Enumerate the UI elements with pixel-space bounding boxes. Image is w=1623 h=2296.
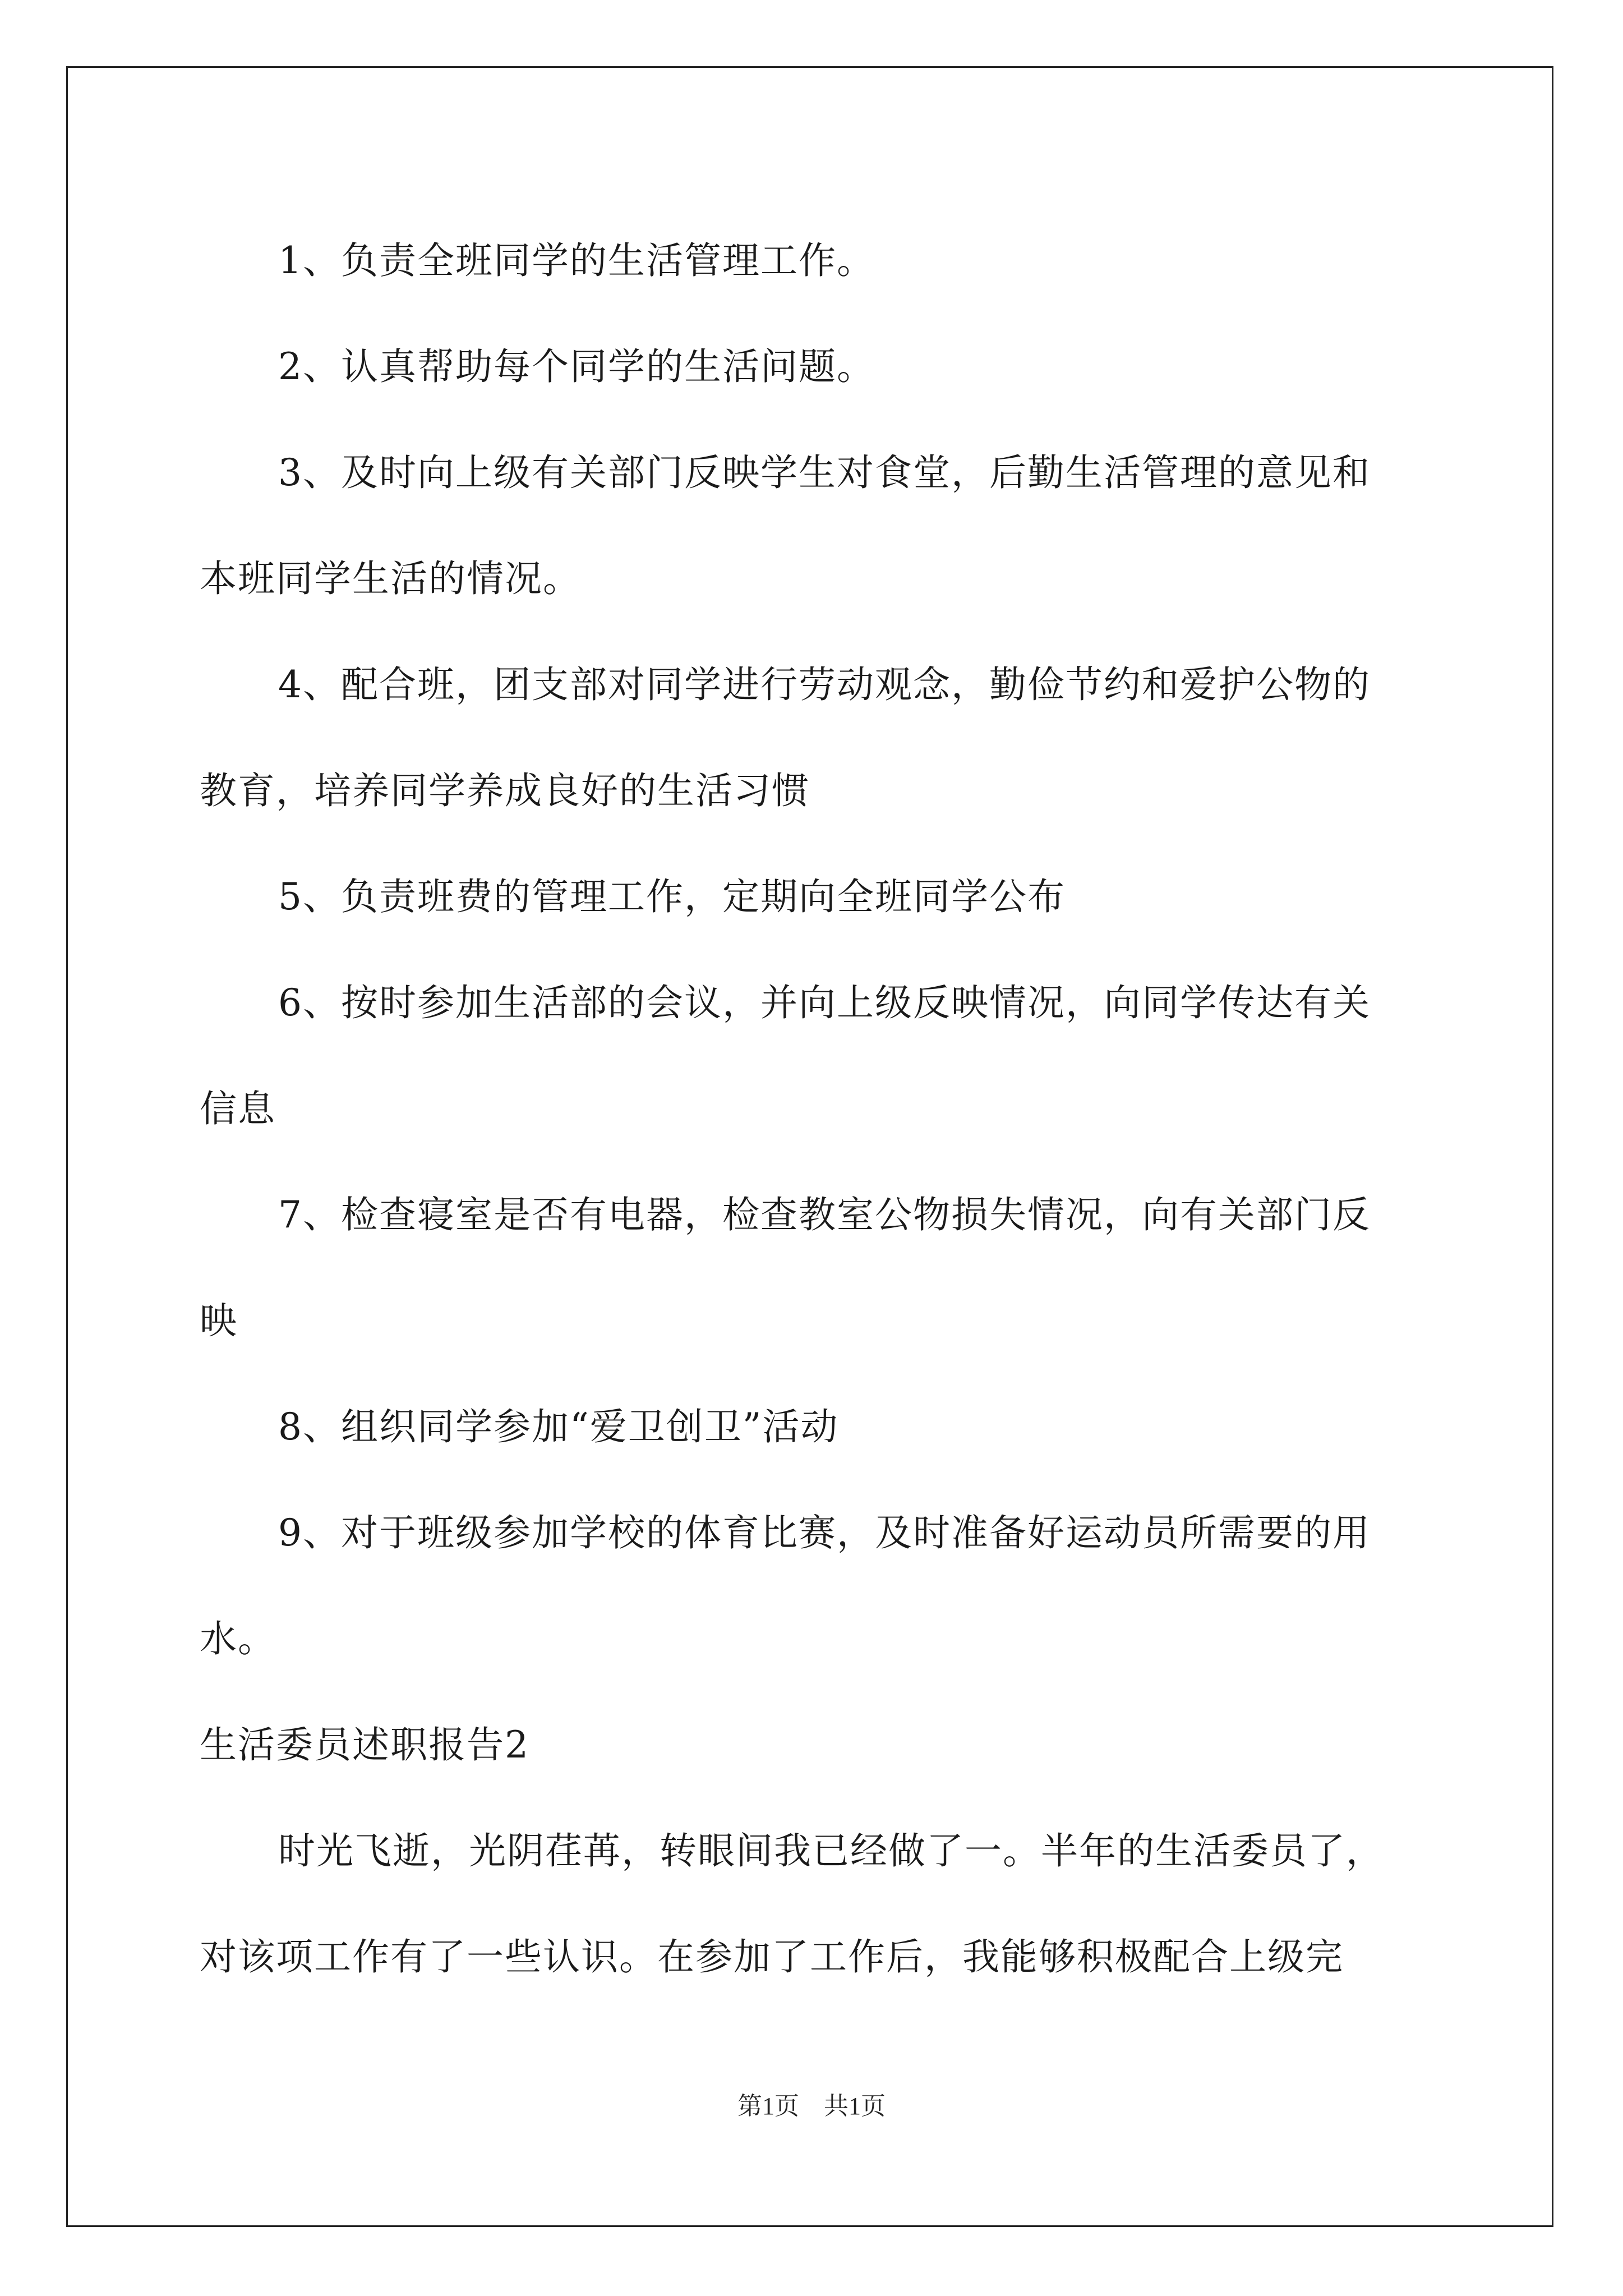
report-paragraph: 时光飞逝，光阴荏苒，转眼间我已经做了一。半年的生活委员了，: [278, 1829, 1384, 1872]
list-item-1: 1、负责全班同学的生活管理工作。: [278, 239, 875, 282]
list-item-8: 8、组织同学参加“爱卫创卫”活动: [278, 1405, 839, 1448]
list-item-6-continued: 信息: [200, 1087, 276, 1130]
list-item-5: 5、负责班费的管理工作，定期向全班同学公布: [278, 875, 1066, 918]
report-paragraph-continued: 对该项工作有了一些认识。在参加了工作后，我能够积极配合上级完: [200, 1935, 1344, 1978]
list-item-6: 6、按时参加生活部的会议，并向上级反映情况，向同学传达有关: [278, 981, 1371, 1024]
section-heading: 生活委员述职报告2: [200, 1723, 529, 1766]
list-item-4-continued: 教育，培养同学养成良好的生活习惯: [200, 769, 810, 812]
list-item-7: 7、检查寝室是否有电器，检查教室公物损失情况，向有关部门反: [278, 1193, 1371, 1236]
list-item-9-continued: 水。: [200, 1617, 276, 1660]
document-body: [200, 208, 1433, 2010]
page-number-footer: 第1页 共1页: [737, 2092, 886, 2120]
list-item-9: 9、对于班级参加学校的体育比赛，及时准备好运动员所需要的用: [278, 1511, 1371, 1554]
list-item-4: 4、配合班，团支部对同学进行劳动观念，勤俭节约和爱护公物的: [278, 663, 1371, 706]
list-item-3: 3、及时向上级有关部门反映学生对食堂，后勤生活管理的意见和: [278, 451, 1371, 494]
list-item-2: 2、认真帮助每个同学的生活问题。: [278, 345, 875, 388]
list-item-7-continued: 映: [200, 1299, 238, 1342]
list-item-3-continued: 本班同学生活的情况。: [200, 557, 581, 600]
